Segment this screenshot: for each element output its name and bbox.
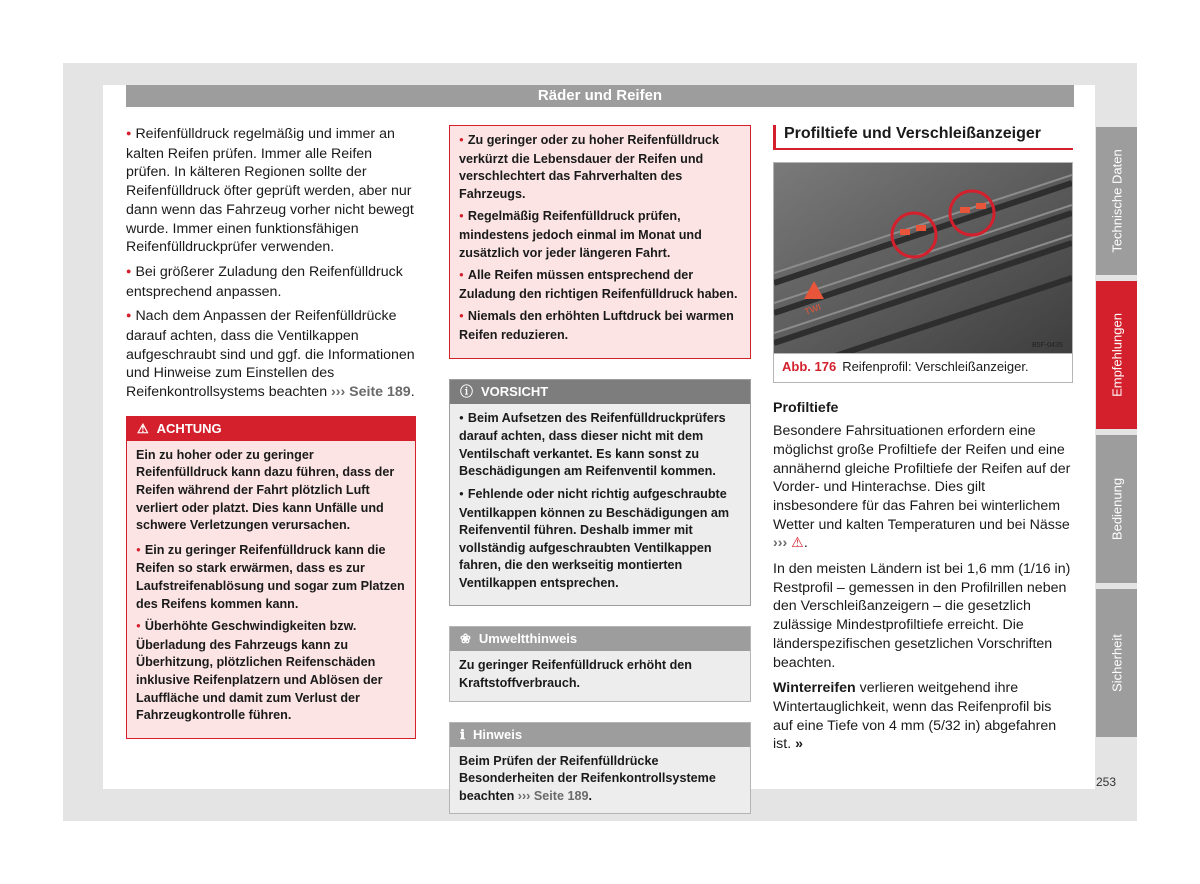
paragraph-3-text: verlieren weitgehend ihre Wintertauglichkeit, wenn das Reifenprofil bis auf eine Tiefe von 4 mm (5/32 in) abgefahren ist. <box>773 680 1057 753</box>
achtung-item-2: ● Überhöhte Geschwindigkeiten bzw. Überladung des Fahrzeugs kann zu Überhitzung, plötzlichen Reifenschäden inklusive Reifenplatzern und Ablösen der Lauffläche und damit zum Verlust der Fahrzeugkontrolle führen. <box>136 618 406 725</box>
figure-code: B5F-0435 <box>1032 341 1063 349</box>
column-3 <box>773 125 1073 761</box>
vorsicht-body <box>450 404 750 606</box>
exclamation-circle-icon: ⓘ <box>460 383 474 399</box>
achtung-body <box>127 441 415 738</box>
tab-label-technische-daten: Technische Daten <box>1109 149 1124 253</box>
paragraph-1: Besondere Fahrsituationen erfordern eine möglichst große Profiltiefe der Reifen und eine annähernd gleiche Profiltiefe der Reifen auf der Vorder- und Hinterachse. Dies gilt insbesondere für das Fahren bei winterlichem Wetter und kalten Temperaturen und bei Nässe ››› ⚠. <box>773 423 1071 552</box>
figure-176 <box>773 162 1073 384</box>
subheading-profiltiefe: Profiltiefe <box>773 400 839 417</box>
paragraph-3 <box>773 679 1073 754</box>
bullet-3-text: Nach dem Anpassen der Reifenfülldrücke darauf achten, dass die Ventilkappen aufgeschraubt sind und ggf. die Informationen und Hinweise zum Einstellen des Reifenkontrollsystems beachten <box>126 308 415 401</box>
figure-number: Abb. 176 <box>782 358 837 374</box>
info-icon: ℹ <box>460 726 465 742</box>
link-suffix: . <box>410 384 415 401</box>
vorsicht-title: VORSICHT <box>481 383 549 399</box>
figure-caption <box>774 353 1072 383</box>
achtung-item-1: ● Ein zu geringer Reifenfülldruck kann die Reifen so stark erwärmen, dass es zur Laufstreifenablösung und sogar zum Platzen des Reifens kommen kann. <box>136 542 406 613</box>
column-2 <box>449 125 751 834</box>
bullet-2: ● Bei größerer Zuladung den Reifenfülldruck entsprechend anpassen. <box>126 263 416 301</box>
umwelt-header <box>450 627 750 651</box>
achtung-intro: Ein zu hoher oder zu geringer Reifenfülldruck kann dazu führen, dass der Reifen während der Fahrt plötzlich Luft verliert oder platzt. Dies kann Unfälle und schwere Verletzungen verursachen. <box>136 447 395 533</box>
warning-item-3: ● Alle Reifen müssen entsprechend der Zuladung den richtigen Reifenfülldruck haben. <box>459 267 741 303</box>
page-link[interactable]: ››› Seite 189 <box>331 384 411 401</box>
warning-ref-link[interactable]: ››› <box>773 535 788 552</box>
twi-label: TWI <box>803 301 823 317</box>
tab-label-sicherheit: Sicherheit <box>1109 634 1124 692</box>
hinweis-body <box>450 747 750 814</box>
hinweis-header <box>450 723 750 747</box>
chapter-header: Räder und Reifen <box>126 85 1074 107</box>
vorsicht-item-1: ● Beim Aufsetzen des Reifenfülldruckprüfers darauf achten, dass dieser nicht mit dem Ventilschaft verkantet. Es kann sonst zu Beschädigungen am Reifenventil kommen. <box>459 410 741 481</box>
tab-empfehlungen[interactable] <box>1096 281 1137 429</box>
paragraph-3-bold: Winterreifen <box>773 680 856 697</box>
warning-item-2: ● Regelmäßig Reifenfülldruck prüfen, mindestens jedoch einmal im Monat und zusätzlich vor jeder längeren Fahrt. <box>459 208 741 262</box>
tab-sicherheit[interactable] <box>1096 589 1137 737</box>
tab-technische-daten[interactable] <box>1096 127 1137 275</box>
continue-marker: » <box>795 736 803 753</box>
tire-tread-image <box>774 163 1072 353</box>
section-title: Profiltiefe und Verschleißanzeiger <box>773 125 1073 150</box>
vorsicht-box <box>449 379 751 607</box>
warning-continued-box <box>449 125 751 359</box>
warning-continued-body <box>450 126 750 358</box>
tire-tread-illustration <box>774 163 1072 353</box>
hinweis-title: Hinweis <box>472 726 523 742</box>
umwelt-body <box>450 651 750 700</box>
figure-caption-text: Reifenprofil: Verschleißanzeiger. <box>842 358 1029 374</box>
vorsicht-item-2: ● Fehlende oder nicht richtig aufgeschraubte Ventilkappen können zu Beschädigungen am Reifenventil führen. Deshalb immer mit vollständig aufgeschraubten Ventilkappen fahren, die den werkseitig montierten Ventilkappen entsprechen. <box>459 486 741 593</box>
tab-bedienung[interactable] <box>1096 435 1137 583</box>
vorsicht-header <box>450 380 750 404</box>
paragraph-2: In den meisten Ländern ist bei 1,6 mm (1/16 in) Restprofil – gemessen in den Profilrillen neben den Verschleißanzeigern – die gesetzlich zulässige Mindestprofiltiefe erreicht. Die länderspezifischen gesetzlichen Vorschriften beachten. <box>773 561 1071 671</box>
column-1 <box>126 125 416 759</box>
umwelt-title: Umweltthinweis <box>478 631 578 647</box>
warning-item-4: ● Niemals den erhöhten Luftdruck bei warmen Reifen reduzieren. <box>459 308 741 344</box>
hinweis-text: Beim Prüfen der Reifenfülldrücke Besonderheiten der Reifenkontrollsysteme beachten <box>459 753 716 803</box>
bullet-1: ● Reifenfülldruck regelmäßig und immer an kalten Reifen prüfen. Immer alle Reifen prüfen. In kälteren Regionen sollte der Reifenfülldruck öfter geprüft werden, aber nur dann wenn das Fahrzeug vorher nicht bewegt wurde. Immer einen funktionsfähigen Reifenfülldruckprüfer verwenden. <box>126 125 416 257</box>
warning-triangle-icon: ⚠ <box>137 420 149 436</box>
warning-item-1: ● Zu geringer oder zu hoher Reifenfülldruck verkürzt die Lebensdauer der Reifen und verschlechtert das Fahrverhalten des Fahrzeugs. <box>459 132 741 203</box>
umwelt-text: Zu geringer Reifenfülldruck erhöht den Kraftstoffverbrauch. <box>459 658 693 691</box>
tab-label-bedienung: Bedienung <box>1109 477 1124 541</box>
achtung-title: ACHTUNG <box>156 420 222 436</box>
achtung-box <box>126 416 416 739</box>
achtung-header <box>127 417 415 441</box>
bullet-3 <box>126 307 416 402</box>
page-number: 253 <box>1096 775 1117 789</box>
umwelt-box <box>449 626 751 701</box>
hinweis-suffix: . <box>588 788 592 803</box>
hinweis-link[interactable]: ››› Seite 189 <box>517 788 589 803</box>
leaf-icon: ❀ <box>460 631 471 647</box>
paragraph-1-text: Besondere Fahrsituationen erfordern eine möglichst große Profiltiefe der Reifen und eine annähernd gleiche Profiltiefe der Reifen auf der Vorder- und Hinterachse. Dies gilt insbesondere für das Fahren bei winterlichem Wetter und kalten Temperaturen und bei Nässe <box>773 423 1071 533</box>
tab-label-empfehlungen: Empfehlungen <box>1109 313 1124 397</box>
hinweis-box <box>449 722 751 815</box>
warning-triangle-ref-icon: ⚠ <box>791 535 804 552</box>
